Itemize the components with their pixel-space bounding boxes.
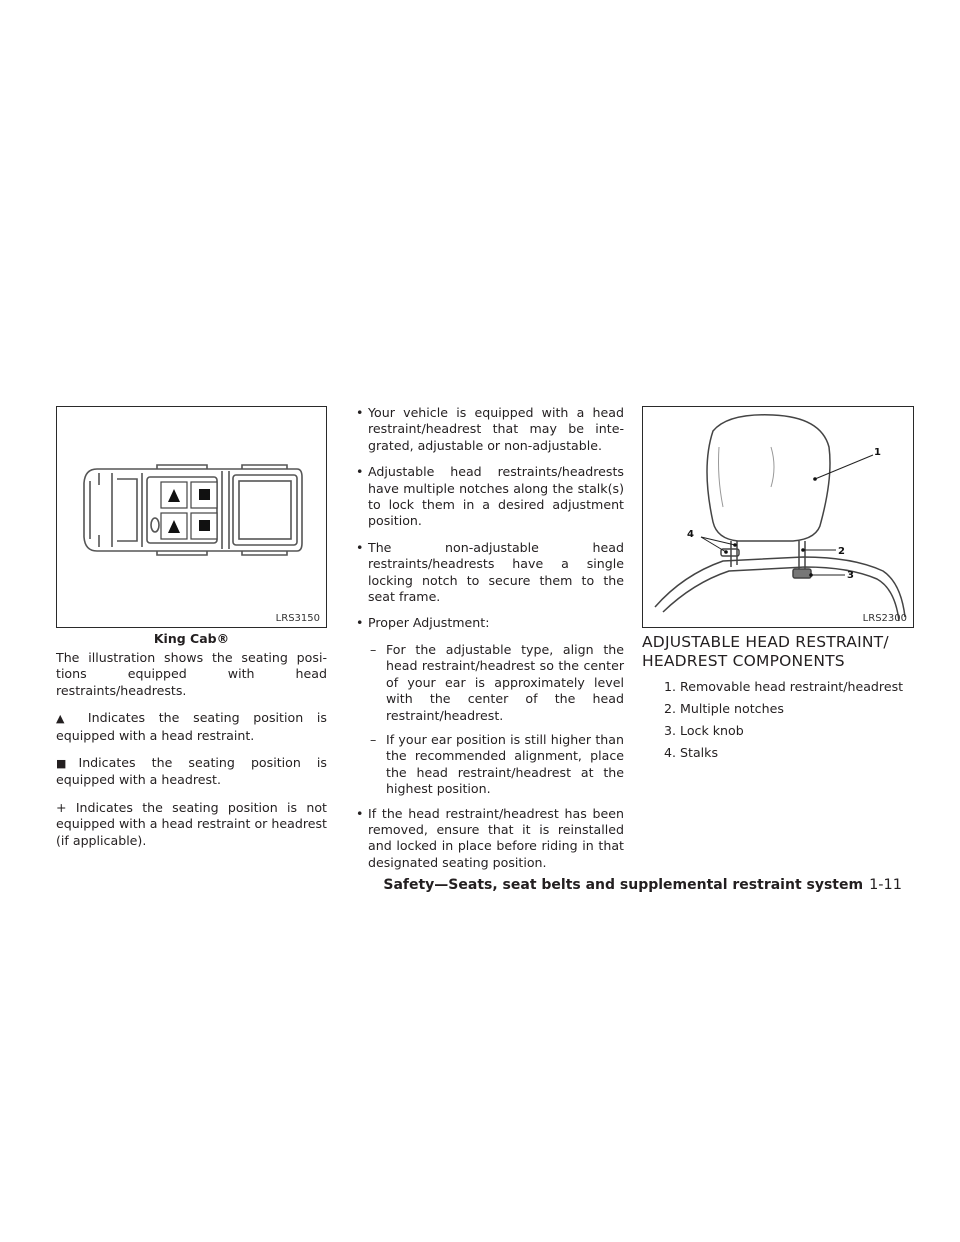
footer-section-title: Safety—Seats, seat belts and supplemental restraint system	[383, 877, 864, 893]
callout-label: 3	[847, 570, 854, 581]
column-middle	[356, 405, 624, 881]
bullet-text: The non-adjustable head restraints/headrests have a single locking notch to secure them to the seat frame.	[368, 539, 624, 605]
bullet-dot: •	[356, 805, 364, 821]
components-list	[650, 679, 920, 767]
bullet-text: Your vehicle is equipped with a head restraint/headrest that may be integrated, adjustable or non-adjustable.	[368, 405, 624, 453]
head-restraint-figure	[642, 406, 914, 628]
section-heading-line-2: HEADREST COMPONENTS	[642, 652, 845, 670]
figure-code: LRS3150	[275, 613, 320, 624]
page-number: 1-11	[869, 877, 902, 893]
head-restraint-diagram	[643, 407, 912, 626]
column-left	[56, 650, 327, 860]
bullet-text: Proper Adjustment:	[368, 615, 490, 631]
bullet-item	[356, 405, 624, 454]
bullet-item	[356, 806, 624, 872]
dash-item	[364, 732, 624, 798]
bullet-dot: •	[356, 615, 364, 631]
section-heading-line-1: ADJUSTABLE HEAD RESTRAINT/	[642, 633, 889, 651]
bullet-dot: •	[356, 464, 364, 480]
dash-item	[364, 642, 624, 724]
callout-label: 2	[838, 546, 845, 557]
square-note	[56, 755, 327, 789]
bullet-dot: •	[356, 405, 364, 420]
bullet-item	[356, 615, 624, 631]
page-footer	[383, 877, 902, 893]
list-item: 2. Multiple notches	[664, 701, 784, 716]
callout-label: 4	[687, 529, 694, 540]
list-item: 4. Stalks	[664, 745, 719, 760]
king-cab-seating-diagram	[57, 407, 325, 626]
figure-code: LRS2300	[862, 613, 907, 624]
square-note-text: Indicates the seating position is equipped with a headrest.	[56, 755, 327, 788]
bullet-text: If the head restraint/headrest has been removed, ensure that it is reinstalled and locked in place before riding in that designated seating position.	[368, 805, 624, 870]
triangle-note-text: Indicates the seating position is equipped with a head restraint.	[56, 710, 327, 743]
list-item: 3. Lock knob	[664, 723, 744, 738]
bullet-item	[356, 540, 624, 606]
list-item: 1. Removable head restraint/headrest	[664, 679, 904, 694]
section-heading	[642, 633, 922, 671]
dash-text: For the adjustable type, align the head restraint/headrest so the center of your ear is approximately level with the center of the head restraint/headrest.	[386, 641, 624, 723]
bullet-dot: •	[356, 539, 364, 555]
callout-label: 1	[874, 447, 881, 458]
triangle-note	[56, 710, 327, 744]
square-marker-icon	[199, 520, 210, 531]
dash-text: If your ear position is still higher than the recommended alignment, place the head restraint/headrest at the highest position.	[386, 731, 624, 797]
king-cab-figure	[56, 406, 327, 628]
bullet-item	[356, 464, 624, 530]
intro-paragraph: The illustration shows the seating positions equipped with head restraints/headrests.	[56, 650, 327, 698]
square-icon: ■	[56, 757, 79, 771]
square-marker-icon	[199, 489, 210, 500]
bullet-text: Adjustable head restraints/headrests have multiple notches along the stalk(s) to lock them in a desired adjustment position.	[368, 464, 624, 529]
dash-mark: –	[370, 731, 377, 747]
triangle-icon: ▲	[56, 712, 75, 726]
dash-mark: –	[370, 641, 377, 657]
figure-caption: King Cab®	[153, 631, 230, 646]
plus-note: + Indicates the seating position is not equipped with a head restraint or headrest (if applicable).	[56, 799, 327, 848]
